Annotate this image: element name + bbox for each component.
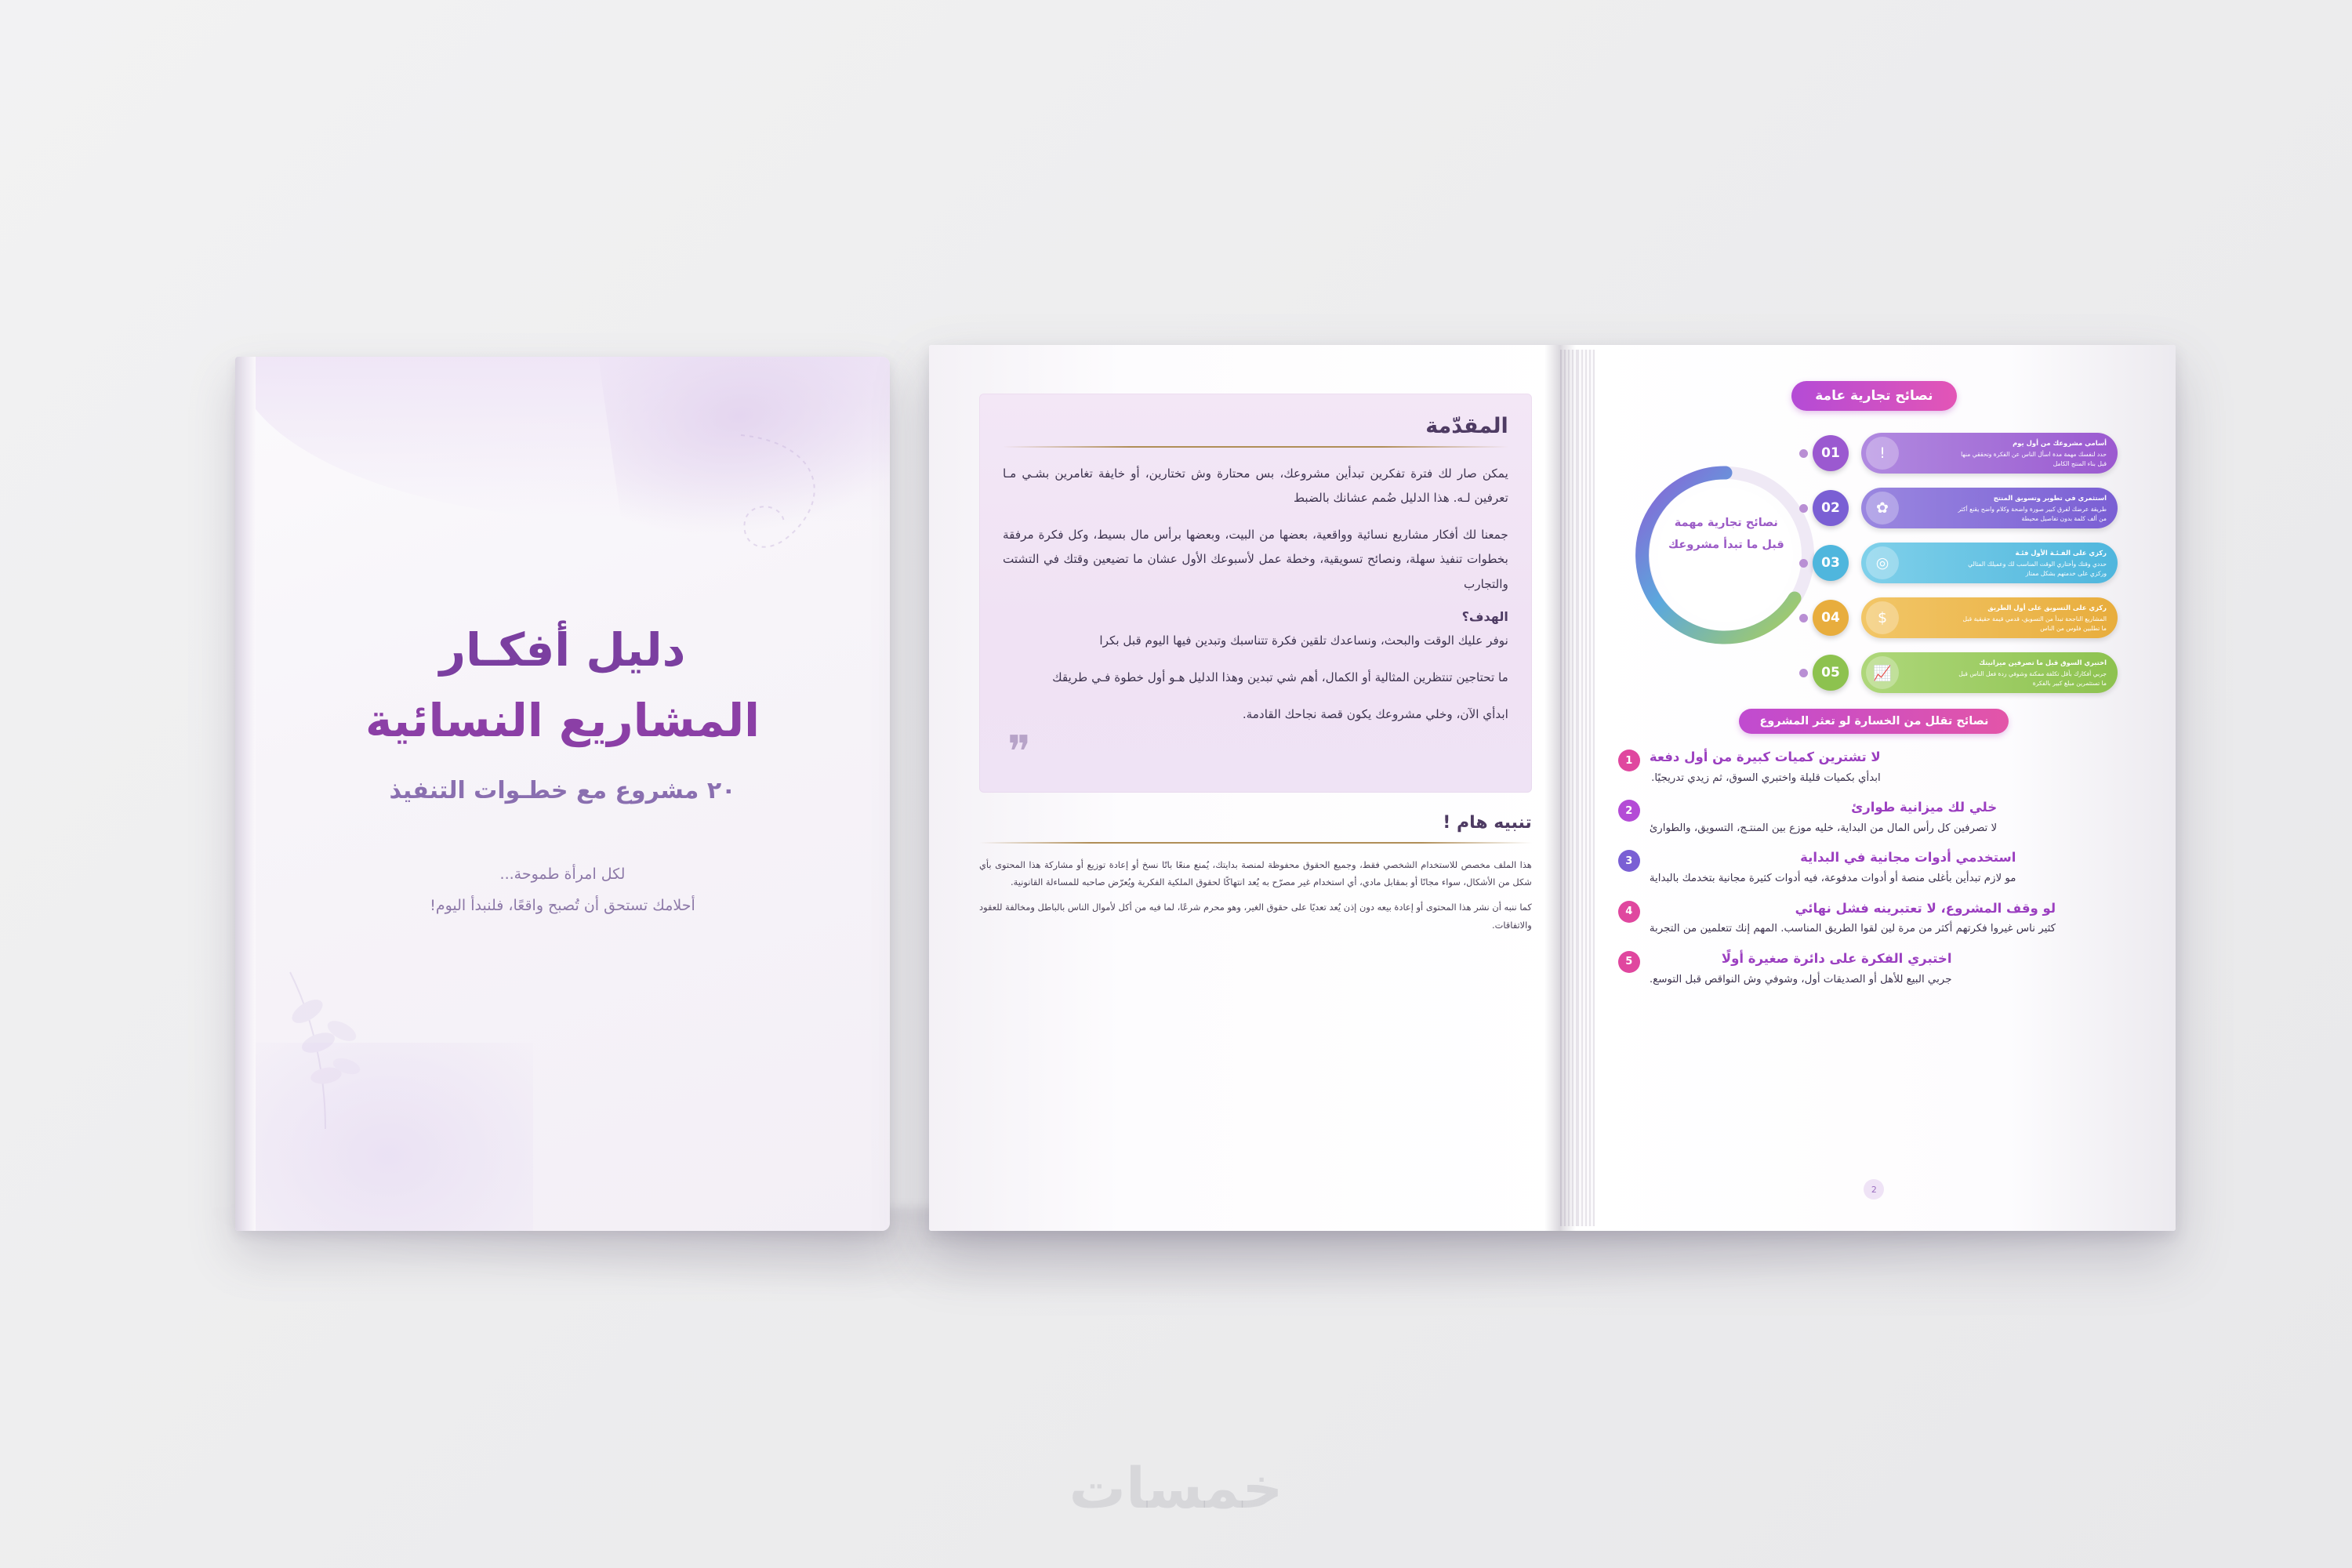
target-icon: ◎ xyxy=(1866,546,1899,579)
step-title: ركزي على التسويق على أول الطريق xyxy=(1987,603,2107,612)
steps-rows xyxy=(1793,430,2130,704)
list-item-heading: لا تشترين كميات كبيرة من أول دفعة xyxy=(1649,750,1881,764)
intro-card xyxy=(979,394,1532,793)
cover-subtitle: ٢٠ مشروع مع خطـوات التنفيذ xyxy=(389,776,736,804)
step-row xyxy=(1793,539,2130,586)
cover-tagline-line-2: أحلامك تستحق أن تُصبح واقعًا، فلنبدأ اليوم! xyxy=(430,896,695,914)
step-row xyxy=(1793,649,2130,696)
list-item-body xyxy=(1650,748,1881,787)
list-item-heading: استخدمي أدوات مجانية في البداية xyxy=(1800,850,2016,866)
list-item-heading: لو وقف المشروع، لا تعتبرينه فشل نهائي xyxy=(1795,900,2056,916)
page-number: 2 xyxy=(1864,1179,1884,1200)
step-number-04: 04 xyxy=(1813,600,1849,636)
gold-divider xyxy=(979,842,1532,844)
gold-divider xyxy=(1003,446,1508,448)
goal-paragraph-1: نوفر عليك الوقت والبحث، ونساعدك تلقين فكرة تتناسبك وتبدين فيها اليوم قبل بكرا xyxy=(1099,633,1508,648)
step-title: اختبري السوق قبل ما تصرفين ميزانيتك xyxy=(1979,658,2107,666)
list-item-number: 1 xyxy=(1618,750,1640,771)
list-item xyxy=(1618,848,2130,887)
cover-tagline-line-1: لكل امرأة طموحة... xyxy=(499,865,626,883)
list-item-number: 5 xyxy=(1618,951,1640,973)
step-pill-text xyxy=(1958,658,2107,688)
page-title: المقدّمة xyxy=(1425,414,1508,438)
cover-title-line-1: دليل أفكـار xyxy=(439,623,686,677)
notice-title: تنبيه هام ! xyxy=(1443,812,1532,833)
step-desc: حدد لنفسك مهمة مدة اسأل الناس عن الفكرة وتحققي منها قبل بناء المنتج الكامل xyxy=(1961,450,2107,467)
watermark: خمسات xyxy=(1069,1455,1283,1521)
step-pill-03 xyxy=(1861,543,2118,583)
step-desc: المشاريع الناجحة تبدأ من التسويق، قدمي قيمة حقيقية قبل ما تطلبين فلوس من الناس xyxy=(1962,615,2107,632)
list-item-text: ابدأي بكميات قليلة واختبري السوق، ثم زيدي تدريجيًا. xyxy=(1651,771,1881,784)
alert-icon: ! xyxy=(1866,437,1899,470)
step-connector-dot xyxy=(1799,669,1808,677)
step-row xyxy=(1793,430,2130,477)
list-item-text: جربي البيع للأهل أو الصديقات أول، وشوفي وش النواقص قبل التوسع. xyxy=(1649,973,1952,985)
step-row xyxy=(1793,485,2130,532)
cover-title-line-2: المشاريع النسائية xyxy=(365,693,760,747)
step-connector-dot xyxy=(1799,449,1808,458)
list-item-number: 3 xyxy=(1618,850,1640,872)
tips-header-badge: نصائح تجارية عامة xyxy=(1791,381,1956,411)
step-number-03: 03 xyxy=(1813,545,1849,581)
gear-icon: ✿ xyxy=(1866,492,1899,524)
open-book xyxy=(929,345,2176,1231)
list-item-text: كثير ناس غيروا فكرتهم أكثر من مرة لين لقوا الطريق المناسب. المهم إنك تتعلمين من التجربة xyxy=(1649,923,2056,935)
intro-content xyxy=(979,394,1532,1200)
book-cover xyxy=(235,357,890,1231)
goal-paragraph-3: ابدأي الآن، وخلي مشروعك يكون قصة نجاحك القادمة. xyxy=(1242,707,1508,722)
step-title: ركزي على الفـئـة الأول فئـة xyxy=(2015,548,2107,557)
step-number-01: 01 xyxy=(1813,435,1849,471)
list-item xyxy=(1618,798,2130,837)
intro-paragraph-1: يمكن صار لك فترة تفكرين تبدأين مشروعك، بس محتارة وش تختارين، أو خايفة تغامرين بشـي مـا تعرفين لـه. هذا الدليل ضُمم عشانك بالضبط xyxy=(1003,466,1508,506)
step-pill-text xyxy=(1958,548,2107,579)
list-item-heading: اختبري الفكرة على دائرة صغيرة أولًا xyxy=(1721,950,1952,966)
tips-content xyxy=(1618,381,2130,1204)
step-title: أسامي مشروعك من أول يوم xyxy=(2013,438,2107,447)
step-desc: طريقة عرضك لفرق كبير صورة واضحة وكلام واضح يقنع أكثر من ألف كلمة بدون تفاصيل محيطة xyxy=(1958,505,2107,522)
step-desc: جربي أفكارك بأقل تكلفة ممكنة وشوفي ردة فعل الناس قبل ما تستثمرين مبلغ كبير بالفكرة xyxy=(1958,670,2107,687)
list-item-text: مو لازم تبدأين بأغلى منصة أو أدوات مدفوعة، فيه أدوات كثيرة مجانية بتخدمك بالبداية xyxy=(1649,873,2016,885)
step-pill-text xyxy=(1958,603,2107,633)
step-pill-text xyxy=(1958,438,2107,469)
list-item-body xyxy=(1650,899,2056,938)
list-item-body xyxy=(1650,848,2016,887)
loss-tips-badge: نصائح تقلل من الخسارة لو تعثر المشروع xyxy=(1739,709,2009,734)
notice-paragraph-2: كما ننبه أن نشر هذا المحتوى أو إعادة بيعه دون إذن يُعد تعديًا على حقوق الغير، وهو محرم شرعًا، لما فيه من أكل لأموال الناس بالباطل ومخالفة للعقود والاتفاقات. xyxy=(979,902,1532,931)
step-pill-01 xyxy=(1861,433,2118,474)
money-icon: $ xyxy=(1866,601,1899,634)
step-pill-04 xyxy=(1861,597,2118,638)
list-item xyxy=(1618,949,2130,989)
list-item-number: 4 xyxy=(1618,901,1640,923)
goal-paragraph-2: ما تحتاجين تنتظرين المثالية أو الكمال، أهم شي تبدين وهذا الدليل هـو أول خطوة فـي طريقك xyxy=(1052,670,1508,684)
diagram-center-label xyxy=(1635,513,1817,556)
list-item-text: لا تصرفين كل رأس المال من البداية، خليه موزع بين المنتـج، التسويق، والطوارئ xyxy=(1649,822,1998,834)
diagram-center-label-line-2: قبل ما تبدأ مشروعك xyxy=(1668,538,1784,551)
step-pill-05 xyxy=(1861,652,2118,693)
leaf-decoration-icon xyxy=(267,956,384,1137)
cover-text-block xyxy=(235,615,890,922)
step-connector-dot xyxy=(1799,559,1808,568)
notice-paragraph-1: هذا الملف مخصص للاستخدام الشخصي فقط، وجميع الحقوق محفوظة لمنصة بدايتك، يُمنع منعًا باتًا نسخ أو إعادة توزيع أو مشاركة هذا المحتوى بأي شكل من الأشكال، سواء مجانًا أو بمقابل مادي، أي استخدام غير مصرّح به يُعد انتهاكًا لحقوق الملكية الفكرية ويُعرّض صاحبه للمساءلة القانونية. xyxy=(979,858,1532,888)
page-tips xyxy=(1577,345,2176,1231)
list-item-number: 2 xyxy=(1618,800,1640,822)
page-edge-left xyxy=(1577,350,1595,1226)
cover-tagline xyxy=(235,859,890,922)
cover-title xyxy=(235,615,890,757)
growth-chart-icon: 📈 xyxy=(1866,656,1899,689)
page-intro xyxy=(929,345,1577,1231)
step-pill-02 xyxy=(1861,488,2118,528)
loss-tips-list xyxy=(1618,748,2130,989)
goal-heading: الهدف؟ xyxy=(1461,608,1508,624)
step-row xyxy=(1793,594,2130,641)
step-desc: حددي وقتك وأختاري الوقت المناسب لك وعميلك المثالي وركزي على خدمتهم بشكل ممتاز xyxy=(1968,560,2107,577)
list-item-body xyxy=(1650,949,1952,989)
quote-mark-icon: ❞ xyxy=(1007,727,1032,779)
list-item-body xyxy=(1650,798,1997,837)
step-title: استثمري في تطوير وتسويق المنتج xyxy=(1993,493,2107,502)
intro-paragraph-2: جمعنا لك أفكار مشاريع نسائية وواقعية، بعضها من البيت، وبعضها برأس مال بسيط، وكل فكرة مرفقة بخطوات تنفيذ سهلة، ونصائح تسويقية، وخطة عمل لأسبوعك الأول عشان ما تضيعين وقتك في التشتت والتجارب xyxy=(1003,528,1508,591)
step-number-05: 05 xyxy=(1813,655,1849,691)
list-item xyxy=(1618,748,2130,787)
steps-diagram xyxy=(1618,425,2130,699)
step-connector-dot xyxy=(1799,614,1808,622)
step-pill-text xyxy=(1958,493,2107,524)
cover-spine xyxy=(235,357,256,1231)
list-item xyxy=(1618,899,2130,938)
page-edge-right xyxy=(1560,350,1577,1226)
list-item-heading: خلي لك ميزانية طوارئ xyxy=(1851,800,1998,815)
step-connector-dot xyxy=(1799,504,1808,513)
step-number-02: 02 xyxy=(1813,490,1849,526)
diagram-center-label-line-1: نصائح تجارية مهمة xyxy=(1674,517,1778,529)
swirl-decoration-icon xyxy=(725,427,843,561)
